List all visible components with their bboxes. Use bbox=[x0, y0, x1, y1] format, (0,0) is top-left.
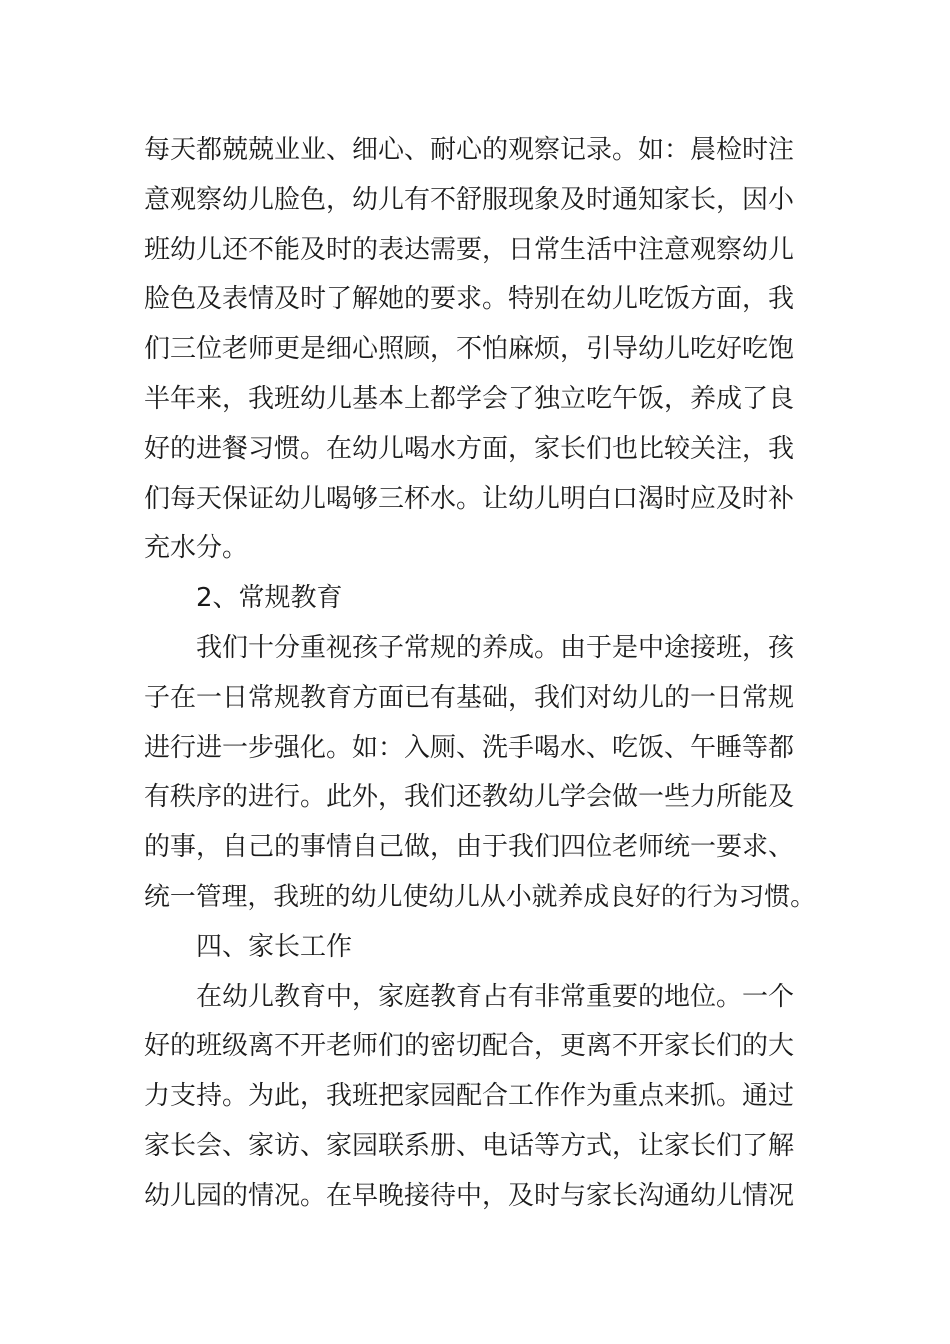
text-line: 每天都兢兢业业、细心、耐心的观察记录。如：晨检时注 bbox=[144, 135, 795, 165]
text-line: 在幼儿教育中，家庭教育占有非常重要的地位。一个 bbox=[196, 981, 795, 1012]
text-line: 班幼儿还不能及时的表达需要，日常生活中注意观察幼儿 bbox=[144, 234, 795, 265]
text-line: 统一管理，我班的幼儿使幼儿从小就养成良好的行为习惯。 bbox=[144, 881, 816, 912]
text-line: 2、常规教育 bbox=[196, 583, 343, 614]
text-line: 们每天保证幼儿喝够三杯水。让幼儿明白口渴时应及时补 bbox=[144, 483, 795, 514]
text-line: 充水分。 bbox=[144, 533, 249, 564]
text-line: 家长会、家访、家园联系册、电话等方式，让家长们了解 bbox=[144, 1130, 795, 1161]
text-line: 子在一日常规教育方面已有基础，我们对幼儿的一日常规 bbox=[144, 682, 795, 713]
text-line: 们三位老师更是细心照顾，不怕麻烦，引导幼儿吃好吃饱 bbox=[144, 334, 795, 365]
text-line: 力支持。为此，我班把家园配合工作作为重点来抓。通过 bbox=[144, 1081, 795, 1112]
text-line: 好的进餐习惯。在幼儿喝水方面，家长们也比较关注，我 bbox=[144, 433, 795, 464]
document-body bbox=[144, 126, 814, 1222]
text-line: 有秩序的进行。此外，我们还教幼儿学会做一些力所能及 bbox=[144, 782, 795, 813]
text-line: 的事，自己的事情自己做，由于我们四位老师统一要求、 bbox=[144, 832, 795, 863]
text-line: 半年来，我班幼儿基本上都学会了独立吃午饭，养成了良 bbox=[144, 383, 795, 414]
text-line: 脸色及表情及时了解她的要求。特别在幼儿吃饭方面，我 bbox=[144, 284, 795, 315]
text-line: 四、家长工作 bbox=[196, 931, 353, 962]
text-line: 幼儿园的情况。在早晚接待中，及时与家长沟通幼儿情况 bbox=[144, 1180, 795, 1211]
text-line: 我们十分重视孩子常规的养成。由于是中途接班，孩 bbox=[196, 632, 795, 663]
text-line: 好的班级离不开老师们的密切配合，更离不开家长们的大 bbox=[144, 1031, 795, 1062]
text-line: 进行进一步强化。如：入厕、洗手喝水、吃饭、午睡等都 bbox=[144, 732, 795, 763]
text-line: 意观察幼儿脸色，幼儿有不舒服现象及时通知家长，因小 bbox=[144, 184, 795, 215]
